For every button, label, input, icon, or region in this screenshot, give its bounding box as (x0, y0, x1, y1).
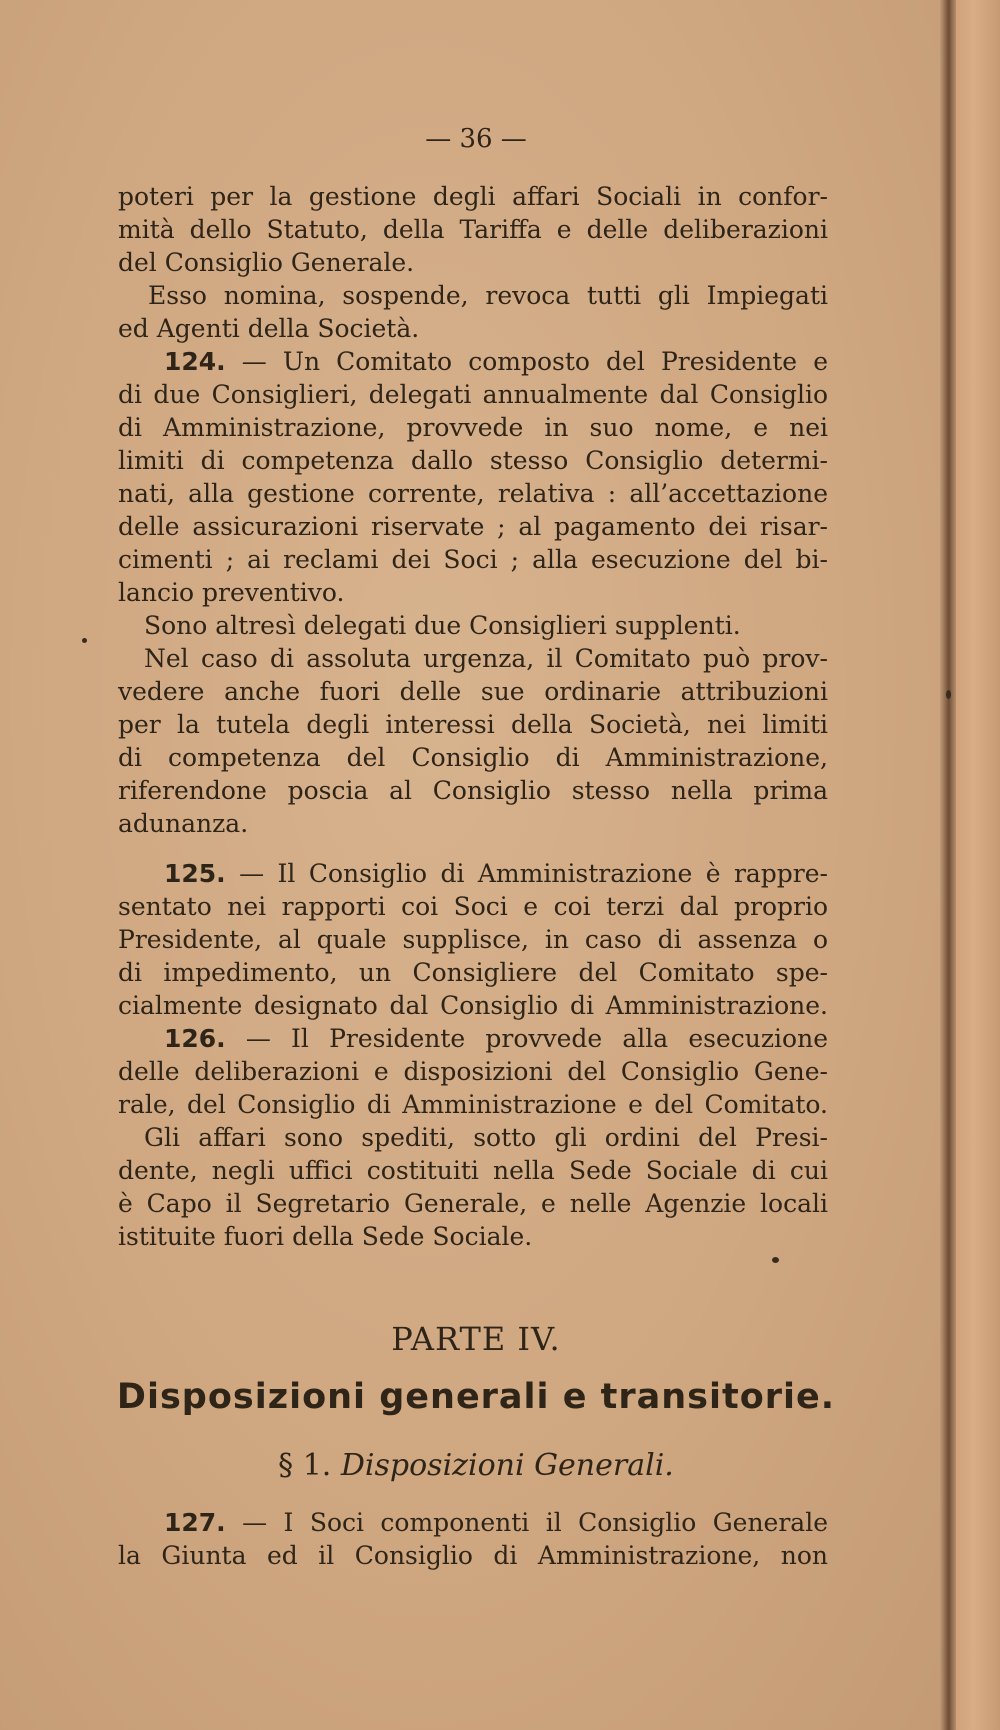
text-line (118, 213, 828, 247)
text-line (118, 989, 828, 1023)
article-number: 127. (164, 1508, 226, 1537)
text-line (118, 510, 828, 544)
article-124-first-line (164, 345, 828, 379)
page-number: — 36 — (425, 124, 527, 154)
section-mark: § 1. (278, 1448, 332, 1483)
text-line (118, 543, 828, 577)
text-line (144, 642, 828, 676)
line-text: la Giunta ed il Consiglio di Amministrazione, non (118, 1541, 828, 1570)
text-line (118, 411, 828, 445)
text-line (118, 708, 828, 742)
part-title: Disposizioni generali e transitorie. (116, 1377, 836, 1417)
text-line (118, 576, 828, 610)
line-text: Sono altresì delegati due Consiglieri supplenti. (144, 611, 741, 640)
line-text: — Il Presidente provvede alla esecuzione (225, 1024, 828, 1053)
line-text: dente, negli uffici costituiti nella Sede Sociale di cui (118, 1156, 828, 1185)
line-text: cimenti ; ai reclami dei Soci ; alla esecuzione del bi- (118, 545, 828, 574)
text-line (118, 807, 828, 841)
line-text: di impedimento, un Consigliere del Comitato spe- (118, 958, 828, 987)
adjacent-page-edge (956, 0, 1000, 1730)
section-heading (0, 1448, 952, 1483)
text-line (118, 890, 828, 924)
text-line (118, 956, 828, 990)
text-line (118, 378, 828, 412)
article-number: 124. (164, 347, 226, 376)
section-title: Disposizioni Generali. (340, 1448, 674, 1483)
line-text: è Capo il Segretario Generale, e nelle Agenzie locali (118, 1189, 828, 1218)
line-text: sentato nei rapporti coi Soci e coi terzi dal proprio (118, 892, 828, 921)
line-text: limiti di competenza dallo stesso Consiglio determi- (118, 446, 828, 475)
text-line (118, 741, 828, 775)
text-line (118, 1088, 828, 1122)
line-text: di competenza del Consiglio di Amministrazione, (118, 743, 828, 772)
text-line (118, 1539, 828, 1573)
line-text: Nel caso di assoluta urgenza, il Comitato può prov- (144, 644, 828, 673)
line-text: ed Agenti della Società. (118, 314, 420, 343)
text-line (148, 279, 828, 313)
article-127-first-line (164, 1506, 828, 1540)
line-text: lancio preventivo. (118, 578, 345, 607)
text-line (118, 312, 828, 346)
text-line (118, 477, 828, 511)
line-text: mità dello Statuto, della Tariffa e delle deliberazioni (118, 215, 828, 244)
line-text: di due Consiglieri, delegati annualmente dal Consiglio (118, 380, 828, 409)
text-line (144, 1121, 828, 1155)
line-text: Gli affari sono spediti, sotto gli ordini del Presi- (144, 1123, 828, 1152)
line-text: Esso nomina, sospende, revoca tutti gli Impiegati (148, 281, 828, 310)
article-125-first-line (164, 857, 828, 891)
line-text: nati, alla gestione corrente, relativa : all’accettazione (118, 479, 828, 508)
line-text: per la tutela degli interessi della Società, nei limiti (118, 710, 828, 739)
text-line (118, 1220, 828, 1254)
line-text: poteri per la gestione degli affari Sociali in confor- (118, 182, 828, 211)
line-text: cialmente designato dal Consiglio di Amministrazione. (118, 991, 828, 1020)
text-line (118, 246, 828, 280)
line-text: rale, del Consiglio di Amministrazione e del Comitato. (118, 1090, 828, 1119)
line-text: — Un Comitato composto del Presidente e (225, 347, 828, 376)
ink-speck (82, 638, 87, 643)
line-text: di Amministrazione, provvede in suo nome, e nei (118, 413, 828, 442)
line-text: delle assicurazioni riservate ; al pagamento dei risar- (118, 512, 828, 541)
line-text: Presidente, al quale supplisce, in caso di assenza o (118, 925, 828, 954)
part-heading: PARTE IV. (391, 1320, 561, 1358)
text-line (118, 180, 828, 214)
line-text: delle deliberazioni e disposizioni del Consiglio Gene- (118, 1057, 828, 1086)
line-text: istituite fuori della Sede Sociale. (118, 1222, 533, 1251)
line-text: — Il Consiglio di Amministrazione è rappre- (225, 859, 828, 888)
article-126-first-line (164, 1022, 828, 1056)
ink-speck (946, 690, 951, 699)
line-text: riferendone poscia al Consiglio stesso nella prima (118, 776, 828, 805)
text-line (118, 1187, 828, 1221)
article-number: 125. (164, 859, 226, 888)
ink-speck (772, 1257, 779, 1263)
line-text: adunanza. (118, 809, 249, 838)
article-number: 126. (164, 1024, 226, 1053)
text-line (118, 444, 828, 478)
text-line (118, 774, 828, 808)
text-line (144, 609, 828, 643)
text-line (118, 923, 828, 957)
text-line (118, 1154, 828, 1188)
text-line (118, 675, 828, 709)
line-text: — I Soci componenti il Consiglio Generale (225, 1508, 828, 1537)
text-line (118, 1055, 828, 1089)
line-text: vedere anche fuori delle sue ordinarie attribuzioni (118, 677, 828, 706)
line-text: del Consiglio Generale. (118, 248, 415, 277)
